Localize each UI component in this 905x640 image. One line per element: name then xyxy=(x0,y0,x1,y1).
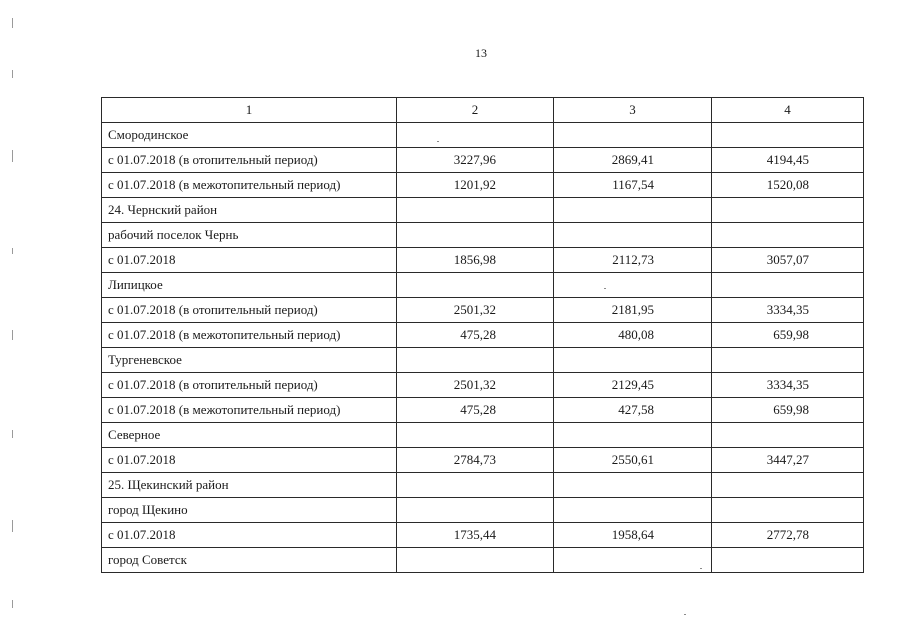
row-label: с 01.07.2018 (в отопительный период) xyxy=(102,148,397,173)
row-value-col-3: 2869,41 xyxy=(554,148,712,173)
row-value-col-2: 2501,32 xyxy=(397,298,554,323)
row-value-col-3 xyxy=(554,198,712,223)
row-label: Тургеневское xyxy=(102,348,397,373)
row-value-col-3 xyxy=(554,273,712,298)
row-value-col-3: 2112,73 xyxy=(554,248,712,273)
row-value-col-3 xyxy=(554,423,712,448)
table-row xyxy=(102,173,864,198)
row-value-col-3: 427,58 xyxy=(554,398,712,423)
row-value-col-3: 2181,95 xyxy=(554,298,712,323)
row-value-col-3 xyxy=(554,473,712,498)
table-row xyxy=(102,448,864,473)
row-value-col-3 xyxy=(554,498,712,523)
row-value-col-2: 1735,44 xyxy=(397,523,554,548)
row-value-col-3: 1167,54 xyxy=(554,173,712,198)
row-label: с 01.07.2018 (в межотопительный период) xyxy=(102,398,397,423)
tariff-table xyxy=(101,97,864,573)
row-value-col-2: 3227,96 xyxy=(397,148,554,173)
row-value-col-3: 2129,45 xyxy=(554,373,712,398)
row-label: город Щекино xyxy=(102,498,397,523)
row-value-col-4 xyxy=(712,273,864,298)
row-value-col-2: 1201,92 xyxy=(397,173,554,198)
row-label: 24. Чернский район xyxy=(102,198,397,223)
row-label: с 01.07.2018 (в отопительный период) xyxy=(102,298,397,323)
scan-speck xyxy=(700,568,702,569)
row-value-col-2 xyxy=(397,273,554,298)
table-row xyxy=(102,223,864,248)
scan-speck xyxy=(684,614,686,615)
page-number: 13 xyxy=(475,46,487,60)
row-label: с 01.07.2018 (в отопительный период) xyxy=(102,373,397,398)
row-value-col-3 xyxy=(554,123,712,148)
row-value-col-2 xyxy=(397,498,554,523)
table-row xyxy=(102,423,864,448)
row-value-col-4: 659,98 xyxy=(712,398,864,423)
row-value-col-3 xyxy=(554,223,712,248)
column-number-4: 4 xyxy=(712,98,864,123)
row-value-col-4 xyxy=(712,548,864,573)
row-value-col-4: 3057,07 xyxy=(712,248,864,273)
row-value-col-2 xyxy=(397,473,554,498)
row-value-col-3 xyxy=(554,548,712,573)
table-row xyxy=(102,123,864,148)
table-row xyxy=(102,298,864,323)
row-label: с 01.07.2018 xyxy=(102,248,397,273)
table-row xyxy=(102,148,864,173)
row-value-col-3 xyxy=(554,348,712,373)
table-row xyxy=(102,473,864,498)
row-value-col-4 xyxy=(712,123,864,148)
row-label: с 01.07.2018 (в межотопительный период) xyxy=(102,173,397,198)
row-value-col-4: 4194,45 xyxy=(712,148,864,173)
row-value-col-3: 480,08 xyxy=(554,323,712,348)
table-row xyxy=(102,198,864,223)
row-label: с 01.07.2018 xyxy=(102,448,397,473)
row-value-col-2: 2784,73 xyxy=(397,448,554,473)
column-number-3: 3 xyxy=(554,98,712,123)
row-label: с 01.07.2018 xyxy=(102,523,397,548)
row-value-col-2: 475,28 xyxy=(397,398,554,423)
row-value-col-4: 3334,35 xyxy=(712,298,864,323)
table-header-row xyxy=(102,98,864,123)
table-row xyxy=(102,348,864,373)
scan-speck xyxy=(437,141,439,142)
row-value-col-4: 2772,78 xyxy=(712,523,864,548)
row-value-col-2 xyxy=(397,423,554,448)
row-label: с 01.07.2018 (в межотопительный период) xyxy=(102,323,397,348)
scan-edge-marks xyxy=(12,0,14,640)
row-value-col-4 xyxy=(712,198,864,223)
table-row xyxy=(102,548,864,573)
row-label: 25. Щекинский район xyxy=(102,473,397,498)
column-number-1: 1 xyxy=(102,98,397,123)
row-value-col-4 xyxy=(712,498,864,523)
table-row xyxy=(102,373,864,398)
row-value-col-2: 2501,32 xyxy=(397,373,554,398)
row-value-col-4: 659,98 xyxy=(712,323,864,348)
row-value-col-4 xyxy=(712,348,864,373)
table-row xyxy=(102,323,864,348)
table-row xyxy=(102,523,864,548)
row-value-col-2 xyxy=(397,223,554,248)
row-label: Северное xyxy=(102,423,397,448)
row-value-col-4 xyxy=(712,473,864,498)
table-row xyxy=(102,248,864,273)
row-value-col-2 xyxy=(397,348,554,373)
row-label: город Советск xyxy=(102,548,397,573)
row-value-col-4: 1520,08 xyxy=(712,173,864,198)
row-label: Смородинское xyxy=(102,123,397,148)
row-label: Липицкое xyxy=(102,273,397,298)
row-value-col-4 xyxy=(712,223,864,248)
row-value-col-4 xyxy=(712,423,864,448)
row-value-col-3: 2550,61 xyxy=(554,448,712,473)
column-number-2: 2 xyxy=(397,98,554,123)
row-value-col-3: 1958,64 xyxy=(554,523,712,548)
row-label: рабочий поселок Чернь xyxy=(102,223,397,248)
row-value-col-4: 3334,35 xyxy=(712,373,864,398)
tariff-table-body xyxy=(102,98,864,573)
row-value-col-2 xyxy=(397,198,554,223)
row-value-col-2: 1856,98 xyxy=(397,248,554,273)
row-value-col-4: 3447,27 xyxy=(712,448,864,473)
scan-speck xyxy=(604,288,606,289)
row-value-col-2 xyxy=(397,548,554,573)
table-row xyxy=(102,273,864,298)
row-value-col-2: 475,28 xyxy=(397,323,554,348)
row-value-col-2 xyxy=(397,123,554,148)
table-row xyxy=(102,498,864,523)
table-row xyxy=(102,398,864,423)
